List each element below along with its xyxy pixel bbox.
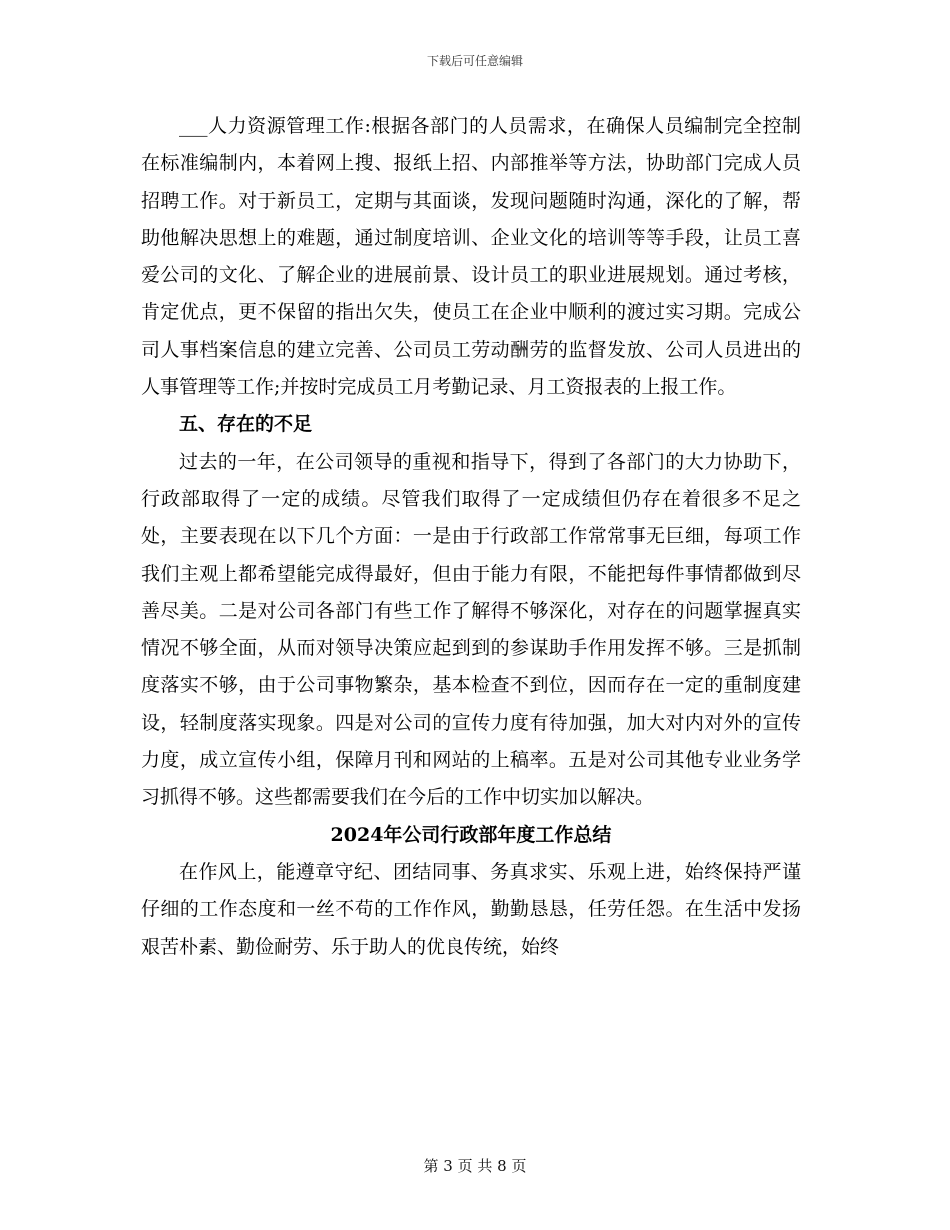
page-footer: 第 3 页 共 8 页 [423, 1157, 527, 1175]
document-title: 2024年公司行政部年度工作总结 [330, 823, 612, 846]
paragraph-hr-management: ___人力资源管理工作:根据各部门的人员需求，在确保人员编制完全控制在标准编制内，本着网上搜、报纸上招、内部推举等方法，协助部门完成人员招聘工作。对于新员工，定期与其面谈，发现问题随时沟通，深化的了解，帮助他解决思想上的难题，通过制度培训、企业文化的培训等等手段，让员工喜爱公司的文化、了解企业的进展前景、设计员工的职业进展规划。通过考核，肯定优点，更不保留的指出欠失，使员工在企业中顺利的渡过实习期。完成公司人事档案信息的建立完善、公司员工劳动酬劳的监督发放、公司人员进出的人事管理等工作;并按时完成员工月考勤记录、月工资报表的上报工作。 [141, 115, 801, 399]
section-heading-shortcomings: 五、存在的不足 [179, 413, 313, 436]
document-body [141, 108, 801, 966]
page-header: 下载后可任意编辑 [426, 54, 523, 68]
paragraph-shortcomings: 过去的一年，在公司领导的重视和指导下，得到了各部门的大力协助下，行政部取得了一定的成绩。尽管我们取得了一定成绩但仍存在着很多不足之处，主要表现在以下几个方面：一是由于行政部工作常常事无巨细，每项工作我们主观上都希望能完成得最好，但由于能力有限，不能把每件事情都做到尽善尽美。二是对公司各部门有些工作了解得不够深化，对存在的问题掌握真实情况不够全面，从而对领导决策应起到到的参谋助手作用发挥不够。三是抓制度落实不够，由于公司事物繁杂，基本检查不到位，因而存在一定的重制度建设，轻制度落实现象。四是对公司的宣传力度有待加强，加大对内对外的宣传力度，成立宣传小组，保障月刊和网站的上稿率。五是对公司其他专业业务学习抓得不够。这些都需要我们在今后的工作中切实加以解决。 [141, 450, 801, 809]
paragraph-work-style: 在作风上，能遵章守纪、团结同事、务真求实、乐观上进，始终保持严谨仔细的工作态度和一丝不苟的工作作风，勤勤恳恳，任劳任怨。在生活中发扬艰苦朴素、勤俭耐劳、乐于助人的优良传统，始终 [141, 860, 801, 958]
